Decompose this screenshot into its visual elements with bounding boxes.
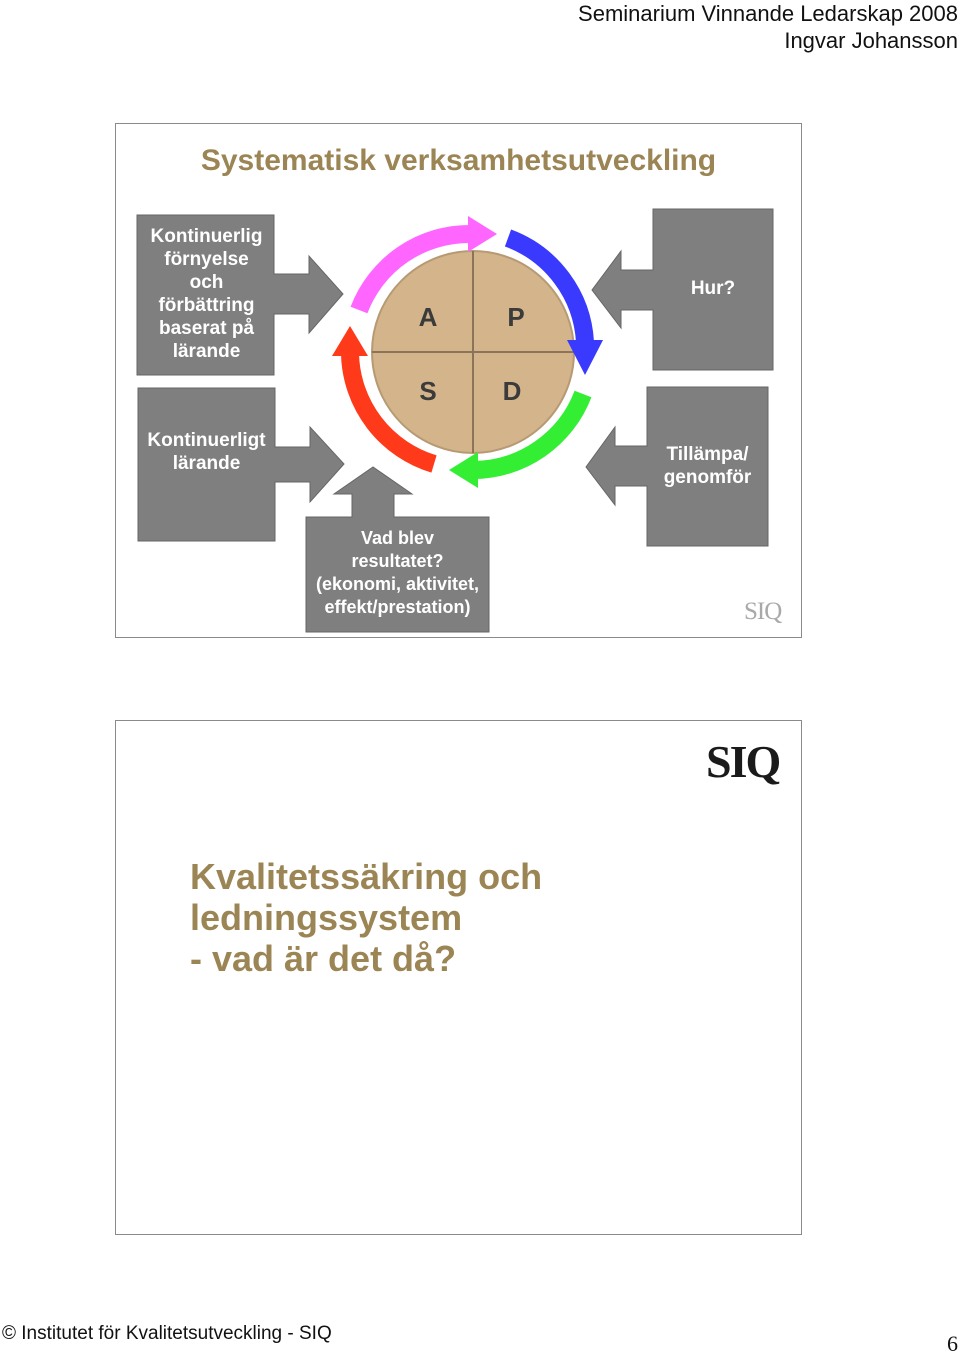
callout-text-line: Hur? xyxy=(690,278,736,299)
callout-text-line: baserat på xyxy=(158,318,255,339)
slide-title xyxy=(190,856,542,979)
callout-text-line: förbättring xyxy=(158,295,255,316)
pdca-letter-s: S xyxy=(419,376,437,406)
cycle-arrow-magenta-head xyxy=(468,216,497,252)
callout-text-line: Kontinuerlig xyxy=(150,226,263,247)
slide-title: Systematisk verksamhetsutveckling xyxy=(200,144,717,177)
callout-text-learning xyxy=(138,429,275,475)
slide-quality-assurance xyxy=(115,720,802,1235)
siq-logo: SIQ xyxy=(744,598,782,625)
siq-logo: SIQ xyxy=(706,736,780,787)
title-line: - vad är det då? xyxy=(190,938,457,979)
page-number: 6 xyxy=(947,1331,958,1356)
callout-text-line: genomför xyxy=(663,467,752,488)
slide-systematic-development xyxy=(115,123,802,638)
callout-text-line: lärande xyxy=(172,341,241,362)
callout-text-apply xyxy=(647,443,768,489)
pdca-letter-a: A xyxy=(418,302,438,332)
footer-copyright: © Institutet för Kvalitetsutveckling - SIQ xyxy=(2,1323,332,1344)
callout-text-line: Tillämpa/ xyxy=(666,444,749,465)
title-line: Kvalitetssäkring och xyxy=(190,856,543,897)
callout-text-renewal xyxy=(138,225,275,363)
title-line: ledningssystem xyxy=(190,897,463,938)
pdca-letter-d: D xyxy=(502,376,522,406)
callout-text-line: och xyxy=(189,272,224,293)
cycle-arrow-green-head xyxy=(449,452,478,488)
cycle-arrow-red-head xyxy=(332,326,368,356)
callout-text-result xyxy=(306,527,489,619)
callout-text-line: (ekonomi, aktivitet, xyxy=(315,574,480,594)
callout-text-line: Kontinuerligt xyxy=(147,430,266,451)
callout-text-line: förnyelse xyxy=(164,249,249,270)
callout-text-line: lärande xyxy=(172,453,241,474)
pdca-letter-p: P xyxy=(507,302,525,332)
header-seminar-title: Seminarium Vinnande Ledarskap 2008 xyxy=(578,1,958,26)
header-author: Ingvar Johansson xyxy=(784,28,958,53)
callout-text-line: effekt/prestation) xyxy=(324,597,471,617)
callout-text-line: Vad blev xyxy=(360,528,435,548)
callout-text-how xyxy=(653,277,773,300)
callout-text-line: resultatet? xyxy=(351,551,444,571)
